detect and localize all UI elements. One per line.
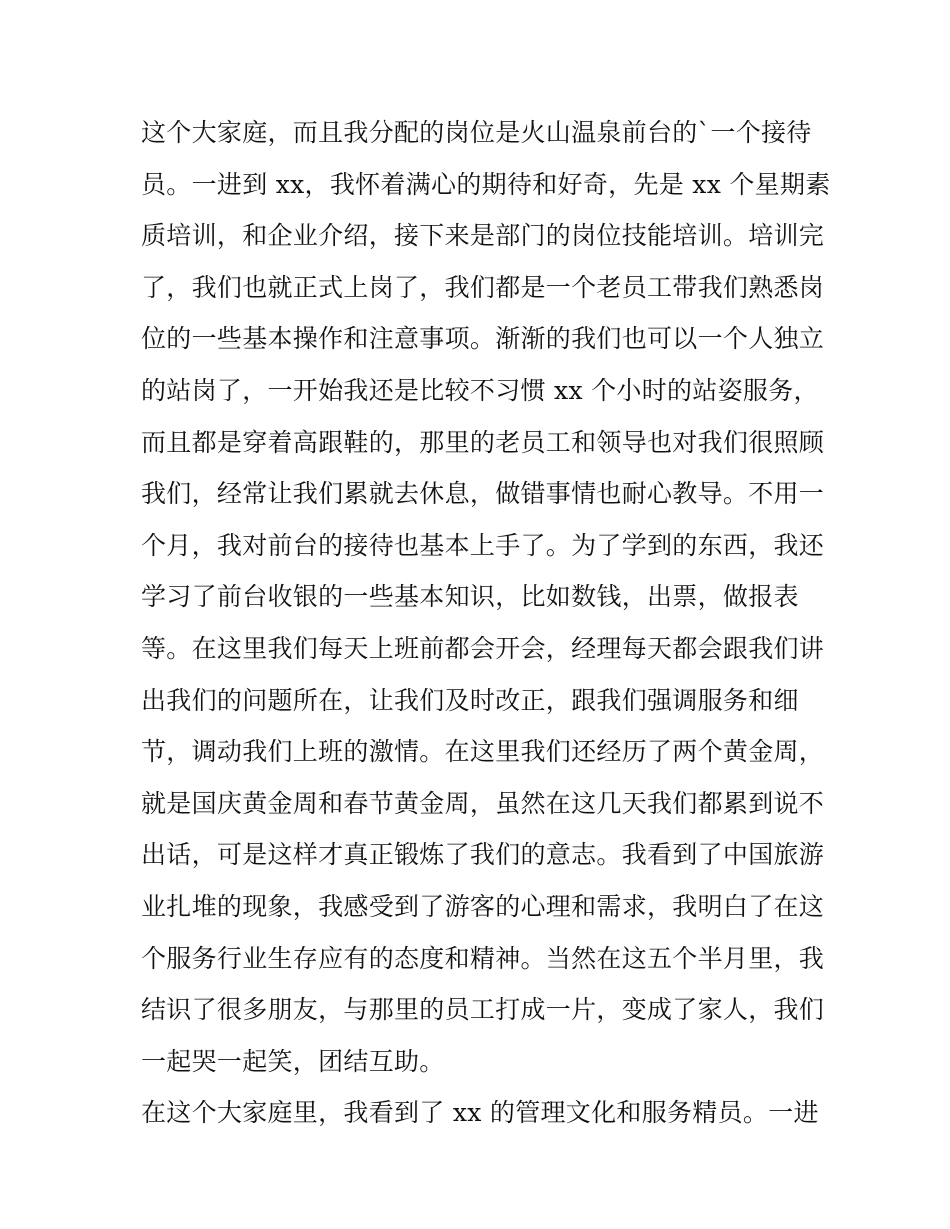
text-line: 一起哭一起笑，团结互助。	[141, 1046, 445, 1076]
text-line: 了，我们也就正式上岗了，我们都是一个老员工带我们熟悉岗	[141, 272, 825, 302]
text-line: 出话，可是这样才真正锻炼了我们的意志。我看到了中国旅游	[141, 840, 825, 870]
paragraph	[141, 107, 831, 1087]
text-line: 位的一些基本操作和注意事项。渐渐的我们也可以一个人独立	[141, 324, 825, 354]
text-line: 个服务行业生存应有的态度和精神。当然在这五个半月里，我	[141, 943, 825, 973]
text-line: 出我们的问题所在，让我们及时改正，跟我们强调服务和细	[141, 685, 799, 715]
text-line: 的站岗了，一开始我还是比较不习惯 xx 个小时的站姿服务，	[141, 375, 819, 405]
text-line: 个月，我对前台的接待也基本上手了。为了学到的东西，我还	[141, 530, 825, 560]
text-line: 质培训，和企业介绍，接下来是部门的岗位技能培训。培训完	[141, 221, 825, 251]
paragraph	[141, 1087, 821, 1139]
text-line: 而且都是穿着高跟鞋的，那里的老员工和领导也对我们很照顾	[141, 427, 825, 457]
text-line: 这个大家庭，而且我分配的岗位是火山温泉前台的`一个接待	[141, 118, 812, 147]
body-text	[141, 107, 831, 1139]
text-line: 结识了很多朋友，与那里的员工打成一片，变成了家人，我们	[141, 995, 825, 1025]
text-line: 在这个大家庭里，我看到了 xx 的管理文化和服务精员。一进	[141, 1098, 819, 1128]
text-line: 学习了前台收银的一些基本知识，比如数钱，出票，做报表	[141, 582, 799, 612]
text-line: 就是国庆黄金周和春节黄金周，虽然在这几天我们都累到说不	[141, 788, 825, 818]
text-line: 节，调动我们上班的激情。在这里我们还经历了两个黄金周，	[141, 737, 825, 767]
text-line: 员。一进到 xx，我怀着满心的期待和好奇，先是 xx 个星期素	[141, 169, 831, 199]
text-line: 等。在这里我们每天上班前都会开会，经理每天都会跟我们讲	[141, 633, 825, 663]
text-line: 我们，经常让我们累就去休息，做错事情也耐心教导。不用一	[141, 479, 825, 509]
text-line: 业扎堆的现象，我感受到了游客的心理和需求，我明白了在这	[141, 891, 825, 921]
